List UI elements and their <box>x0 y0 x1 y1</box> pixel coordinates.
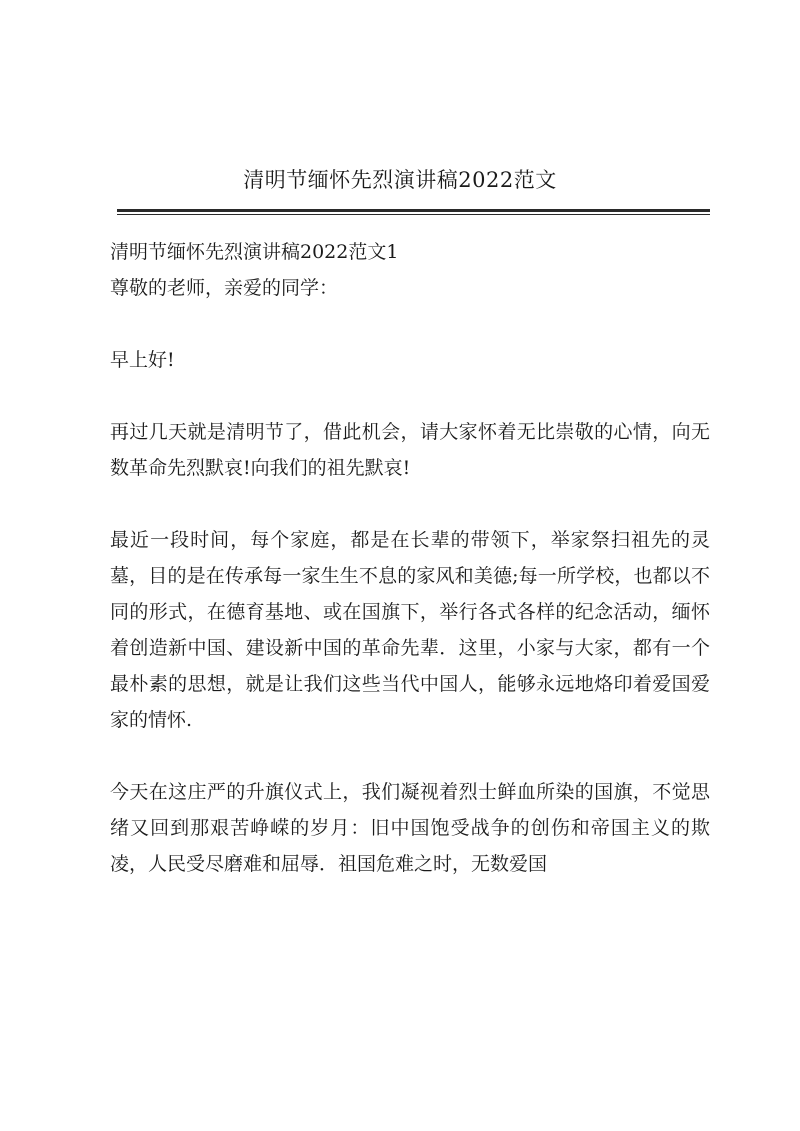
greeting: 早上好! <box>110 349 175 371</box>
paragraph-1: 再过几天就是清明节了，借此机会，请大家怀着无比崇敬的心情，向无数革命先烈默哀!向我们的祖先默哀! <box>110 421 710 479</box>
title-underline-thin <box>117 214 710 215</box>
paragraph-3: 今天在这庄严的升旗仪式上，我们凝视着烈士鲜血所染的国旗，不觉思绪又回到那艰苦峥嵘的岁月：旧中国饱受战争的创伤和帝国主义的欺凌，人民受尽磨难和屈辱．祖国危难之时，无数爱国 <box>110 781 710 875</box>
section-heading: 清明节缅怀先烈演讲稿2022范文1 <box>110 241 399 263</box>
paragraph-gap <box>110 738 710 774</box>
paragraph-gap <box>110 378 710 414</box>
title-underline <box>117 209 710 212</box>
document-title: 清明节缅怀先烈演讲稿2022范文 <box>243 168 557 192</box>
paragraph-gap <box>110 486 710 522</box>
salutation: 尊敬的老师，亲爱的同学： <box>110 277 339 299</box>
document-body <box>110 234 710 882</box>
paragraph-gap <box>110 306 710 342</box>
paragraph-2: 最近一段时间，每个家庭，都是在长辈的带领下，举家祭扫祖先的灵墓，目的是在传承每一家生生不息的家风和美德;每一所学校，也都以不同的形式，在德育基地、或在国旗下，举行各式各样的纪念活动，缅怀着创造新中国、建设新中国的革命先辈．这里，小家与大家，都有一个最朴素的思想，就是让我们这些当代中国人，能够永远地烙印着爱国爱家的情怀. <box>110 529 710 731</box>
